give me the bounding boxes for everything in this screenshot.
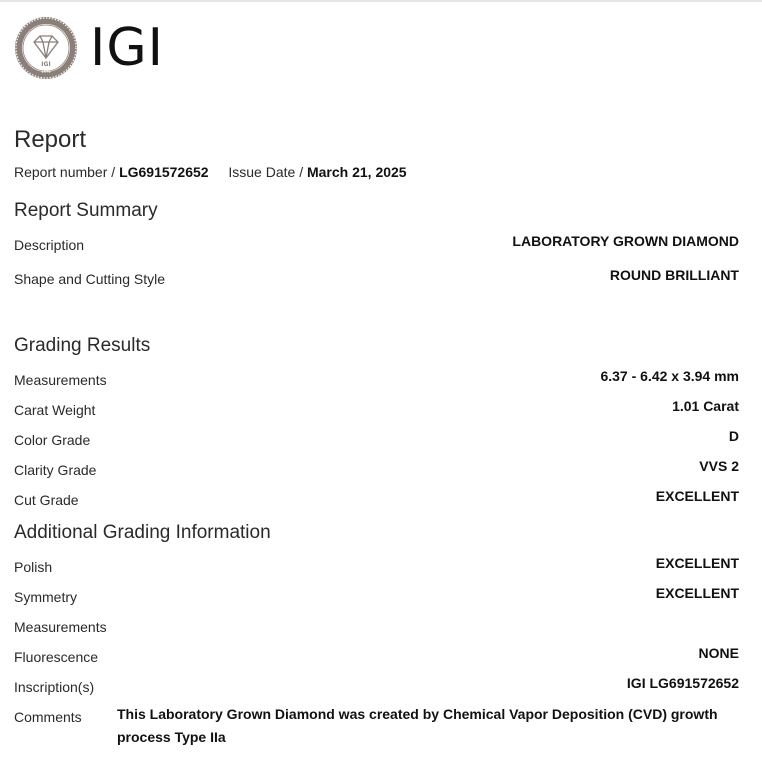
report-number-label: Report number / <box>14 164 116 180</box>
row-value-measurements: 6.37 - 6.42 x 3.94 mm <box>600 368 739 384</box>
report-number: LG691572652 <box>119 164 209 180</box>
row-value-description: LABORATORY GROWN DIAMOND <box>512 233 739 249</box>
report-meta <box>14 164 407 180</box>
section-heading-additional: Additional Grading Information <box>14 522 271 543</box>
row-value-fluorescence: NONE <box>698 645 739 661</box>
row-label-color: Color Grade <box>14 432 91 448</box>
issue-date-label: Issue Date / <box>228 164 304 180</box>
igi-seal-icon <box>14 16 78 80</box>
svg-text:1975: 1975 <box>41 70 51 74</box>
row-value-carat: 1.01 Carat <box>672 398 739 414</box>
row-label-inscription: Inscription(s) <box>14 679 95 695</box>
page-title: Report <box>14 126 87 153</box>
row-label-shape: Shape and Cutting Style <box>14 271 165 287</box>
row-value-clarity: VVS 2 <box>699 458 739 474</box>
row-value-color: D <box>728 428 739 444</box>
section-heading-summary: Report Summary <box>14 200 158 221</box>
row-value-comments: This Laboratory Grown Diamond was created by Chemical Vapor Deposition (CVD) growth process Type IIa <box>117 706 718 745</box>
section-heading-grading: Grading Results <box>14 335 151 356</box>
row-label-measurements: Measurements <box>14 372 107 388</box>
row-label-fluorescence: Fluorescence <box>14 649 99 665</box>
row-label-symmetry: Symmetry <box>14 589 77 605</box>
brand-wordmark: IGI <box>90 18 164 78</box>
row-value-inscription: IGI LG691572652 <box>626 675 739 691</box>
row-label-description: Description <box>14 237 85 253</box>
row-label-cut: Cut Grade <box>14 492 79 508</box>
row-label-clarity: Clarity Grade <box>14 462 97 478</box>
issue-date: March 21, 2025 <box>306 164 407 180</box>
row-value-shape: ROUND BRILLIANT <box>609 267 739 283</box>
top-divider <box>0 0 762 2</box>
row-label-carat: Carat Weight <box>14 402 96 418</box>
svg-text:IGI: IGI <box>41 61 51 68</box>
row-value-symmetry: EXCELLENT <box>655 585 739 601</box>
row-label-measurements-2: Measurements <box>14 619 107 635</box>
row-value-polish: EXCELLENT <box>655 555 739 571</box>
row-label-polish: Polish <box>14 559 53 575</box>
row-value-cut: EXCELLENT <box>655 488 739 504</box>
igi-logo <box>14 16 164 80</box>
row-label-comments: Comments <box>14 709 82 725</box>
